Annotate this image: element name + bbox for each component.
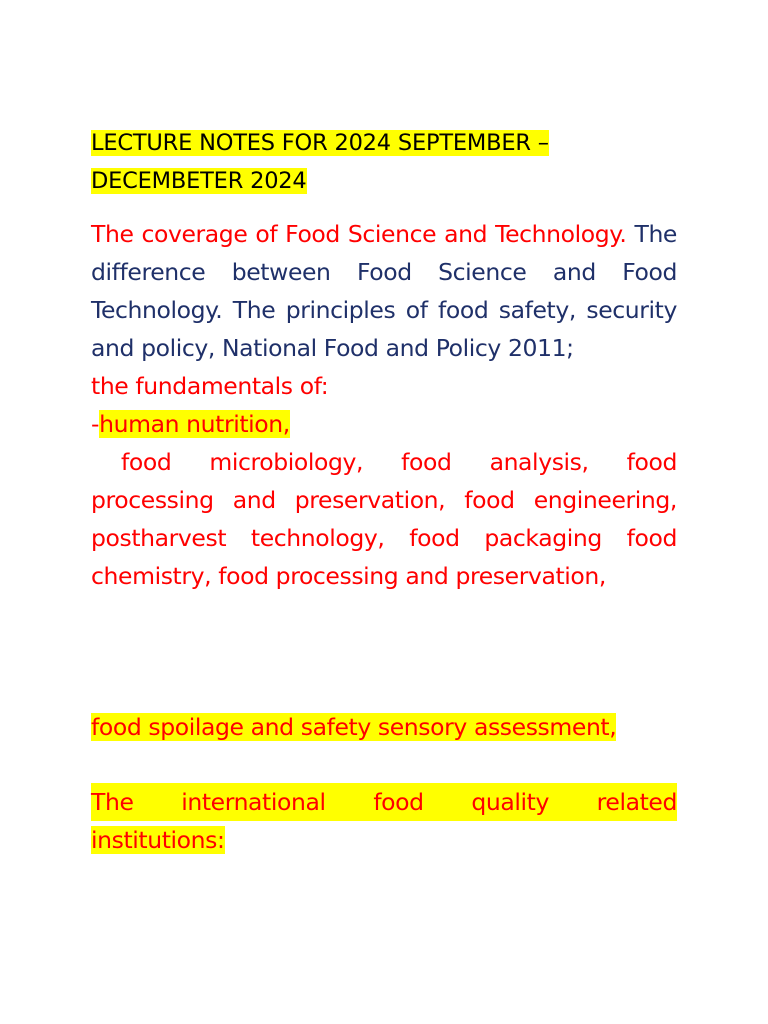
intro-paragraph <box>91 215 677 595</box>
human-nutrition-item <box>91 405 677 443</box>
coverage-sentence: The coverage of Food Science and Technology. <box>91 220 627 248</box>
institutions-line-1 <box>91 783 677 821</box>
page-heading <box>91 124 677 200</box>
fundamentals-topics: food microbiology, food analysis, food processing and preservation, food engineering, postharvest technology, food packaging food chemistry, food processing and preservation, <box>91 448 677 590</box>
heading-line-1: LECTURE NOTES FOR 2024 SEPTEMBER – <box>91 130 549 156</box>
institutions-word: quality <box>471 788 549 816</box>
dash-marker: - <box>91 410 100 438</box>
human-nutrition-text: human nutrition, <box>99 410 290 438</box>
spoilage-text: food spoilage and safety sensory assessment, <box>91 713 617 741</box>
institutions-paragraph <box>91 783 677 859</box>
institutions-word: food <box>373 788 424 816</box>
institutions-line-2: institutions: <box>91 826 225 854</box>
institutions-word: related <box>596 788 677 816</box>
institutions-word: The <box>91 788 134 816</box>
spoilage-line <box>91 708 677 746</box>
institutions-word: international <box>181 788 326 816</box>
difference-sentences: The difference between Food Science and Food Technology. The principles of food safety, security and policy, National Food and Policy 2011; <box>91 220 677 362</box>
heading-line-2: DECEMBETER 2024 <box>91 168 307 194</box>
fundamentals-label: the fundamentals of: <box>91 372 329 400</box>
